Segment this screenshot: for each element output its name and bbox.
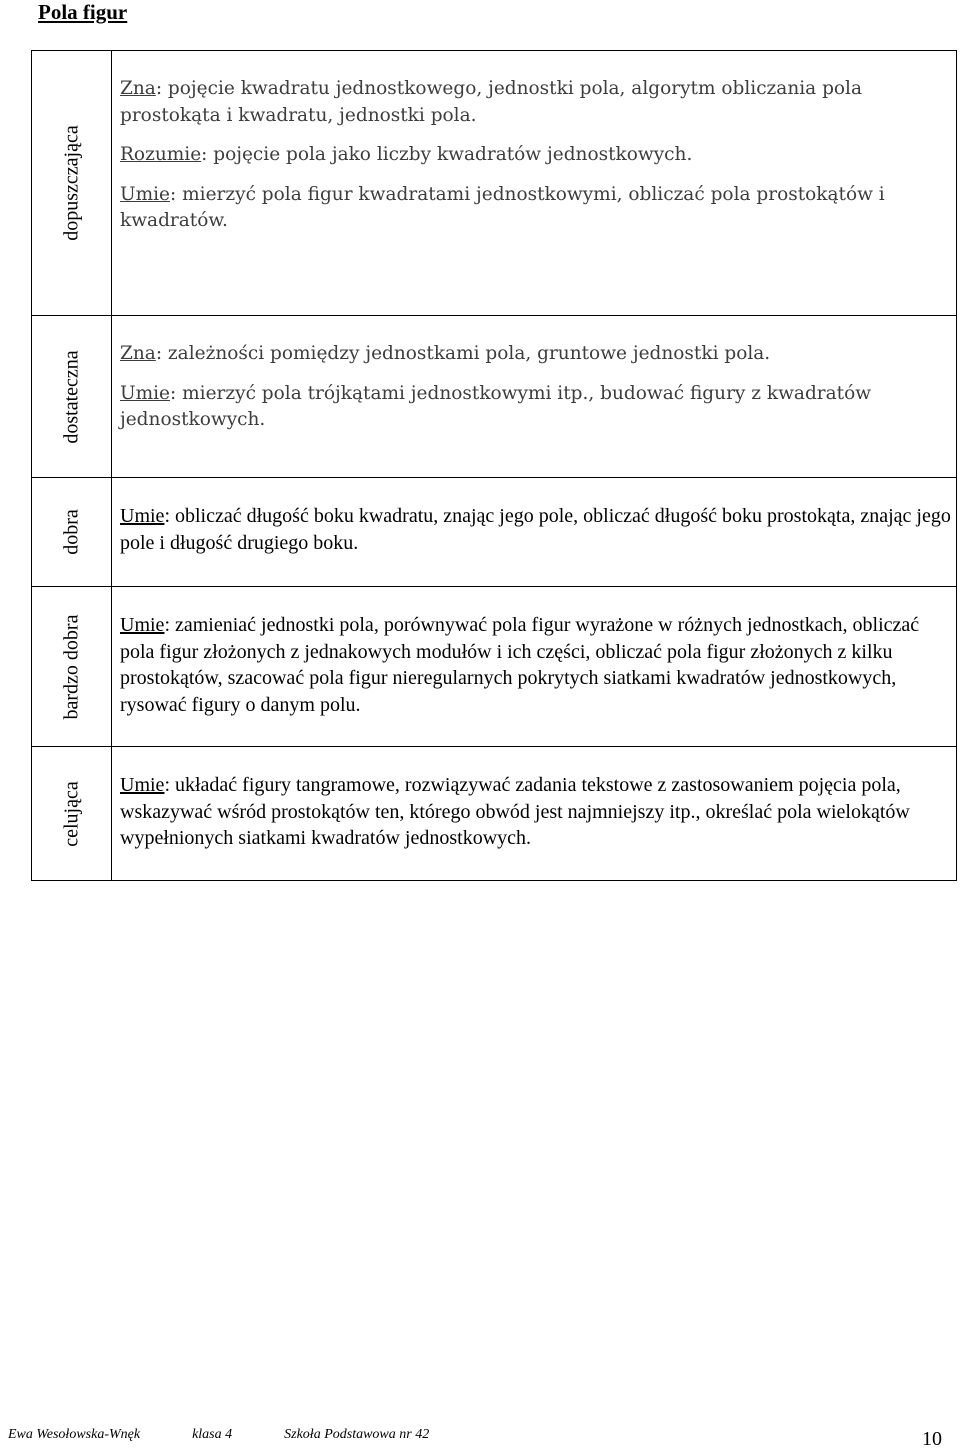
requirement-paragraph (120, 503, 956, 556)
requirement-text: : układać figury tangramowe, rozwiązywać zadania tekstowe z zastosowaniem pojęcia pola, wskazywać wśród prostokątów ten, którego obwód jest najmniejszy itp., określać pola wielokątów wypełnionych siatkami kwadratów jednostkowych. (120, 774, 910, 849)
footer-author: Ewa Wesołowska-Wnęk (8, 1427, 141, 1442)
requirement-paragraph (120, 142, 956, 169)
requirement-text: : mierzyć pola trójkątami jednostkowymi itp., budować figury z kwadratów jednostkowych. (120, 382, 872, 430)
requirement-text: : pojęcie pola jako liczby kwadratów jednostkowych. (201, 144, 693, 165)
table-row (32, 316, 957, 478)
requirements-cell (112, 478, 957, 587)
grade-cell (32, 316, 112, 478)
requirements-cell (112, 51, 957, 316)
grade-label: dopuszczająca (60, 125, 82, 241)
table-row (32, 747, 957, 881)
grade-label: dostateczna (60, 349, 82, 444)
requirement-text: : pojęcie kwadratu jednostkowego, jednostki pola, algorytm obliczania pola prostokąta i kwadratu, jednostki pola. (120, 78, 863, 126)
requirement-keyword: Umie (120, 774, 165, 796)
table-row (32, 587, 957, 747)
requirements-table (31, 50, 957, 881)
requirement-keyword: Umie (120, 183, 170, 205)
footer-class: klasa 4 (192, 1427, 233, 1442)
requirement-keyword: Zna (120, 343, 156, 364)
requirement-paragraph (120, 341, 956, 368)
grade-label: dobra (60, 509, 82, 555)
requirement-text: : zależności pomiędzy jednostkami pola, gruntowe jednostki pola. (155, 343, 771, 364)
grade-cell (32, 587, 112, 747)
requirement-keyword: Zna (120, 78, 156, 99)
requirement-paragraph (120, 612, 956, 718)
grade-cell (32, 747, 112, 881)
requirement-keyword: Umie (120, 614, 165, 636)
requirement-paragraph (120, 182, 956, 235)
requirement-text: : zamieniać jednostki pola, porównywać pola figur wyrażone w różnych jednostkach, obliczać pola figur złożonych z jednakowych modułów i ich części, obliczać pola figur złożonych z kilku prostokątów, szacować pola figur nieregularnych pokrytych siatkami kwadratów jednostkowych, rysować figury o danym polu. (120, 614, 920, 716)
table-row (32, 478, 957, 587)
footer-school: Szkoła Podstawowa nr 42 (284, 1427, 430, 1442)
grade-cell (32, 478, 112, 587)
requirement-keyword: Umie (120, 382, 170, 404)
requirements-cell (112, 316, 957, 478)
requirement-text: : obliczać długość boku kwadratu, znając jego pole, obliczać długość boku prostokąta, znając jego pole i długość drugiego boku. (120, 505, 951, 554)
requirements-cell (112, 747, 957, 881)
page-number: 10 (922, 1428, 942, 1450)
requirement-keyword: Umie (120, 505, 165, 527)
requirement-paragraph (120, 381, 956, 434)
table-row (32, 51, 957, 316)
grade-label: celująca (60, 780, 82, 847)
requirement-paragraph (120, 772, 956, 852)
requirement-keyword: Rozumie (120, 144, 202, 165)
page-title: Pola figur (38, 0, 128, 24)
grade-cell (32, 51, 112, 316)
requirement-text: : mierzyć pola figur kwadratami jednostkowymi, obliczać pola prostokątów i kwadratów. (120, 183, 885, 231)
page-footer (8, 1427, 481, 1443)
requirement-paragraph (120, 76, 956, 129)
requirements-cell (112, 587, 957, 747)
grade-label: bardzo dobra (60, 614, 82, 719)
